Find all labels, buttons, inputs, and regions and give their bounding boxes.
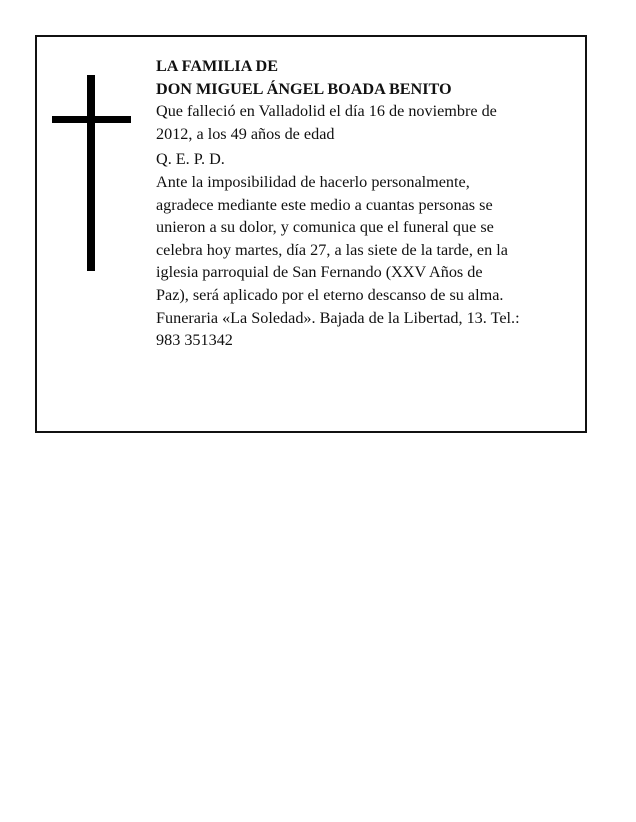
body-line-3: unieron a su dolor, y comunica que el funeral que se (156, 218, 494, 237)
qepd-text: Q. E. P. D. (156, 150, 225, 169)
heading-line-1: LA FAMILIA DE (156, 57, 279, 75)
phone-number: 983 351342 (156, 331, 233, 350)
obituary-text (156, 55, 566, 352)
cross-vertical-bar (87, 75, 95, 271)
body-line-6: Paz), será aplicado por el eterno descanso de su alma. (156, 285, 504, 304)
body-line-4: celebra hoy martes, día 27, a las siete de la tarde, en la (156, 240, 508, 259)
body-line-2: agradece mediante este medio a cuantas personas se (156, 195, 493, 214)
death-info-line-2: 2012, a los 49 años de edad (156, 124, 335, 143)
body-line-1: Ante la imposibilidad de hacerlo personalmente, (156, 172, 470, 191)
funeral-home-line: Funeraria «La Soledad». Bajada de la Libertad, 13. Tel.: (156, 308, 520, 327)
cross-horizontal-bar (52, 116, 131, 123)
death-info-line-1: Que falleció en Valladolid el día 16 de noviembre de (156, 102, 497, 121)
body-line-5: iglesia parroquial de San Fernando (XXV Años de (156, 263, 483, 282)
heading-deceased-name: DON MIGUEL ÁNGEL BOADA BENITO (156, 79, 452, 98)
